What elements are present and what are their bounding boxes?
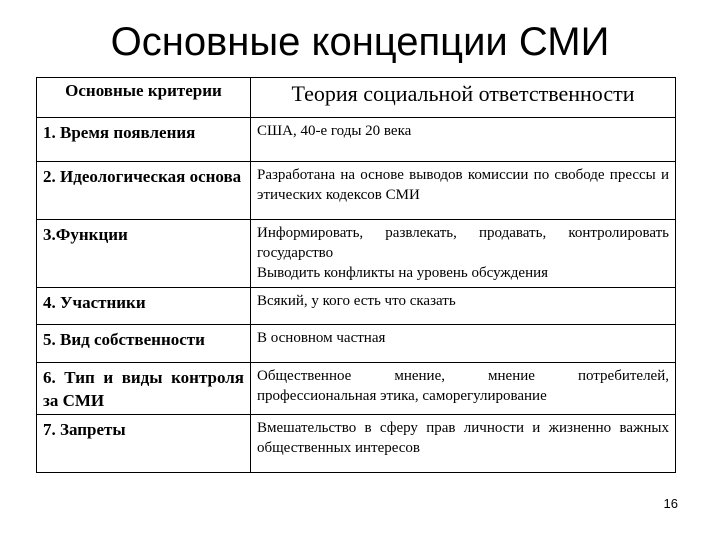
criterion-cell: 2. Идеологическая основа (37, 162, 251, 220)
criterion-cell: 1. Время появления (37, 118, 251, 162)
description-line: Общественное мнение, мнение потребителей, профессиональная этика, саморегулирование (257, 368, 669, 404)
page-number: 16 (663, 496, 678, 511)
criterion-cell: 7. Запреты (37, 415, 251, 473)
criterion-cell: 3.Функции (37, 220, 251, 288)
criterion-cell: 5. Вид собственности (37, 325, 251, 363)
description-cell (251, 415, 676, 473)
header-theory: Теория социальной ответственности (251, 78, 676, 118)
description-cell (251, 118, 676, 162)
table-row (37, 363, 676, 415)
description-line: США, 40-е годы 20 века (257, 123, 412, 139)
description-cell (251, 363, 676, 415)
description-cell (251, 220, 676, 288)
slide-title: Основные концепции СМИ (110, 20, 610, 64)
description-line: Информировать, развлекать, продавать, контролировать государство (257, 225, 669, 261)
table-header-row (37, 78, 676, 118)
description-line: Вмешательство в сферу прав личности и жизненно важных общественных интересов (257, 420, 669, 456)
criterion-cell: 6. Тип и виды контроля за СМИ (37, 363, 251, 415)
table-row (37, 162, 676, 220)
table-row (37, 118, 676, 162)
description-line: Разработана на основе выводов комиссии по свободе прессы и этических кодексов СМИ (257, 167, 669, 203)
description-cell (251, 288, 676, 325)
table-row (37, 288, 676, 325)
concepts-table (36, 77, 676, 473)
description-cell (251, 325, 676, 363)
description-line: Выводить конфликты на уровень обсуждения (257, 265, 549, 281)
description-cell (251, 162, 676, 220)
description-line: В основном частная (257, 330, 386, 346)
header-criteria: Основные критерии (37, 78, 251, 118)
table-row (37, 415, 676, 473)
description-line: Всякий, у кого есть что сказать (257, 293, 456, 309)
criterion-cell: 4. Участники (37, 288, 251, 325)
table-row (37, 325, 676, 363)
table-row (37, 220, 676, 288)
